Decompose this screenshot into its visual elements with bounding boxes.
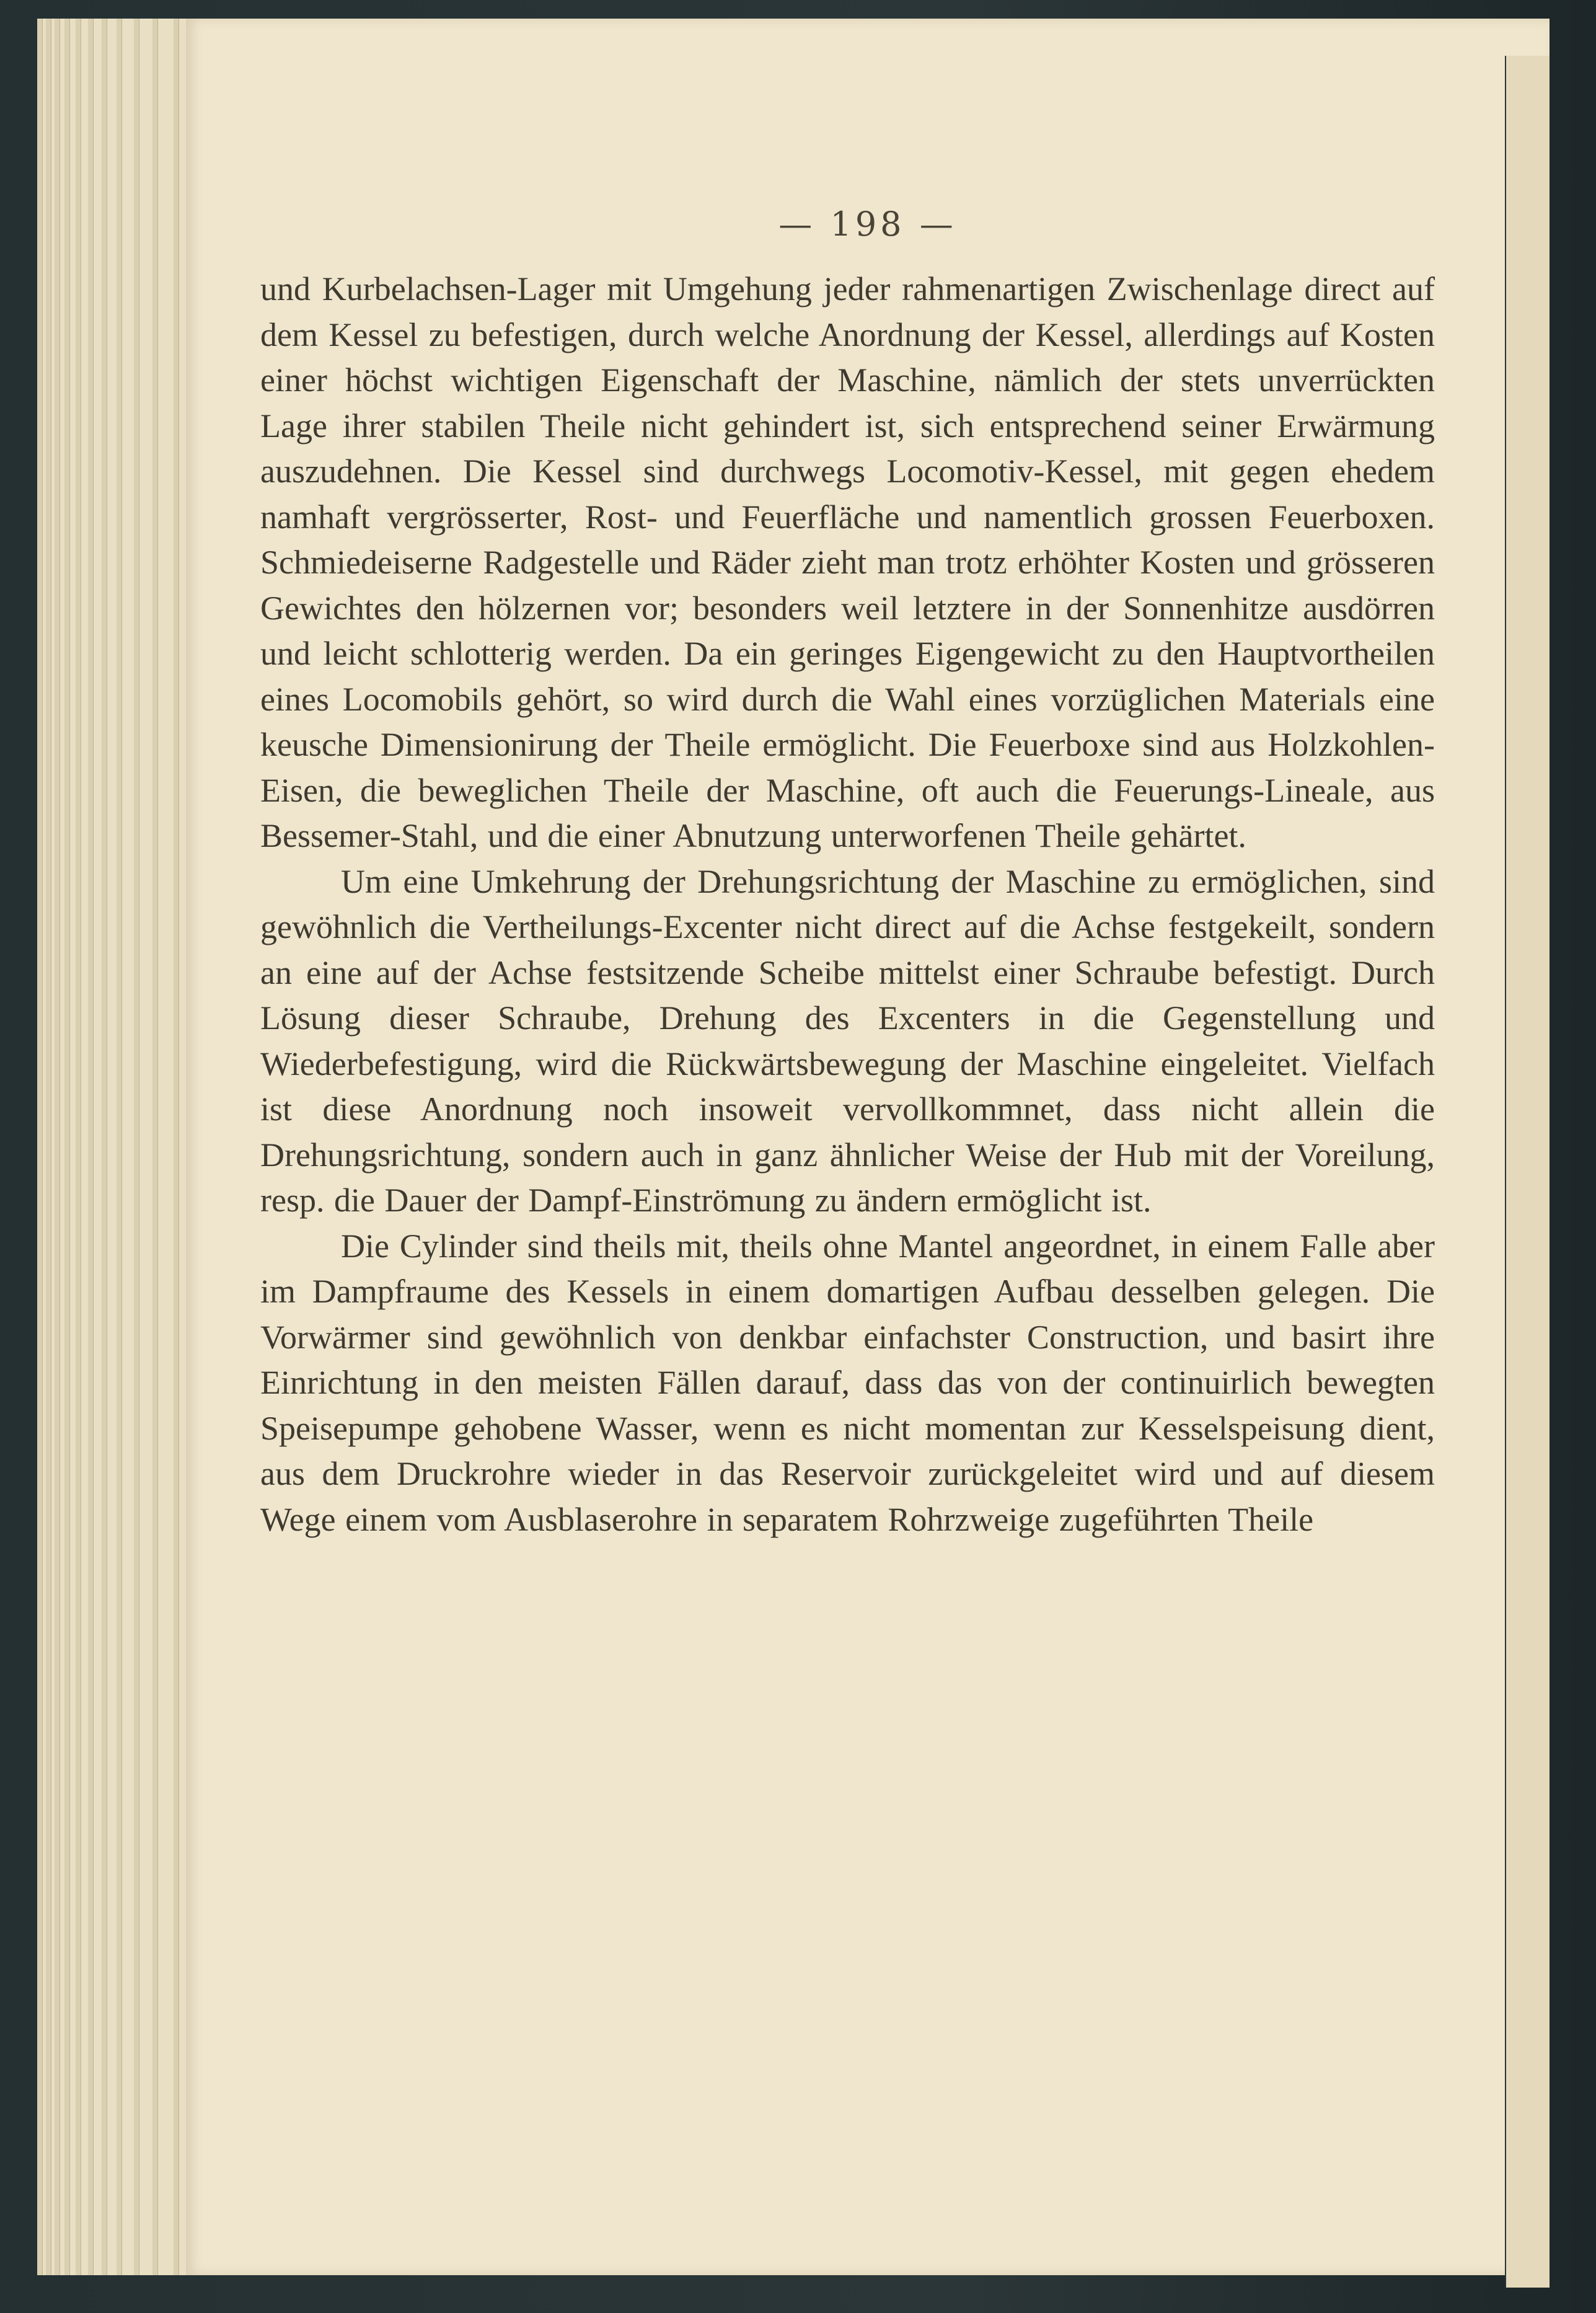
body-text: [260, 267, 1435, 1542]
page-edge: [88, 19, 94, 2275]
page-edge: [102, 19, 107, 2275]
page-edge: [46, 19, 51, 2275]
page-edge: [134, 19, 139, 2275]
paragraph: Um eine Umkehrung der Drehungsrichtung der Maschine zu ermöglichen, sind gewöhnlich die Vertheilungs-Excenter nicht direct auf die Achse festgekeilt, sondern an eine auf der Achse festsitzende Scheibe mittelst einer Schraube befestigt. Durch Lösung dieser Schraube, Drehung des Excenters in die Gegenstellung und Wiederbefestigung, wird die Rückwärtsbewegung der Maschine eingeleitet. Vielfach ist diese Anordnung noch insoweit vervollkommnet, dass nicht allein die Drehungsrichtung, sondern auch in ganz ähnlicher Weise der Hub mit der Voreilung, resp. die Dauer der Dampf-Einströmung zu ändern ermöglicht ist.: [260, 862, 1435, 1219]
paragraph: Die Cylinder sind theils mit, theils ohne Mantel angeordnet, in einem Falle aber im Dampfraume des Kessels in einem domartigen Aufbau desselben gelegen. Die Vorwärmer sind gewöhnlich von denkbar einfachster Construction, und basirt ihre Einrichtung in den meisten Fällen darauf, dass das von der continuirlich bewegten Speisepumpe gehobene Wasser, wenn es nicht momentan zur Kesselspeisung dient, aus dem Druckrohre wieder in das Reservoir zurückgeleitet wird und auf diesem Wege einem vom Ausblaserohre in separatem Rohrzweige zugeführten Theile: [260, 1227, 1435, 1538]
page-edge: [117, 19, 122, 2275]
facing-page-edge: [1505, 56, 1550, 2288]
paragraph: und Kurbelachsen-Lager mit Umgehung jeder rahmenartigen Zwischenlage direct auf dem Kessel zu befestigen, durch welche Anordnung der Kessel, allerdings auf Kosten einer höchst wichtigen Eigenschaft der Maschine, nämlich der stets unverrückten Lage ihrer stabilen Theile nicht gehindert ist, sich entsprechend seiner Erwärmung auszudehnen. Die Kessel sind durchwegs Locomotiv-Kessel, mit gegen ehedem namhaft vergrösserter, Rost- und Feuerfläche und namentlich grossen Feuerboxen. Schmiedeiserne Radgestelle und Räder zieht man trotz erhöhter Kosten und grösseren Gewichtes den hölzernen vor; besonders weil letztere in der Sonnenhitze ausdörren und leicht schlotterig werden. Da ein geringes Eigengewicht zu den Hauptvortheilen eines Locomobils gehört, so wird durch die Wahl eines vorzüglichen Materials eine keusche Dimensionirung der Theile ermöglicht. Die Feuerboxe sind aus Holzkohlen-Eisen, die beweglichen Theile der Maschine, oft auch die Feuerungs-Lineale, aus Bessemer-Stahl, und die einer Abnutzung unterworfenen Theile gehärtet.: [260, 270, 1435, 854]
page-number: — 198 —: [778, 205, 957, 244]
page-edge: [37, 19, 43, 2275]
page-edge: [152, 19, 158, 2275]
page-edge: [64, 19, 70, 2275]
page-edge: [174, 19, 179, 2275]
page-edge: [55, 19, 60, 2275]
page-edge: [76, 19, 81, 2275]
